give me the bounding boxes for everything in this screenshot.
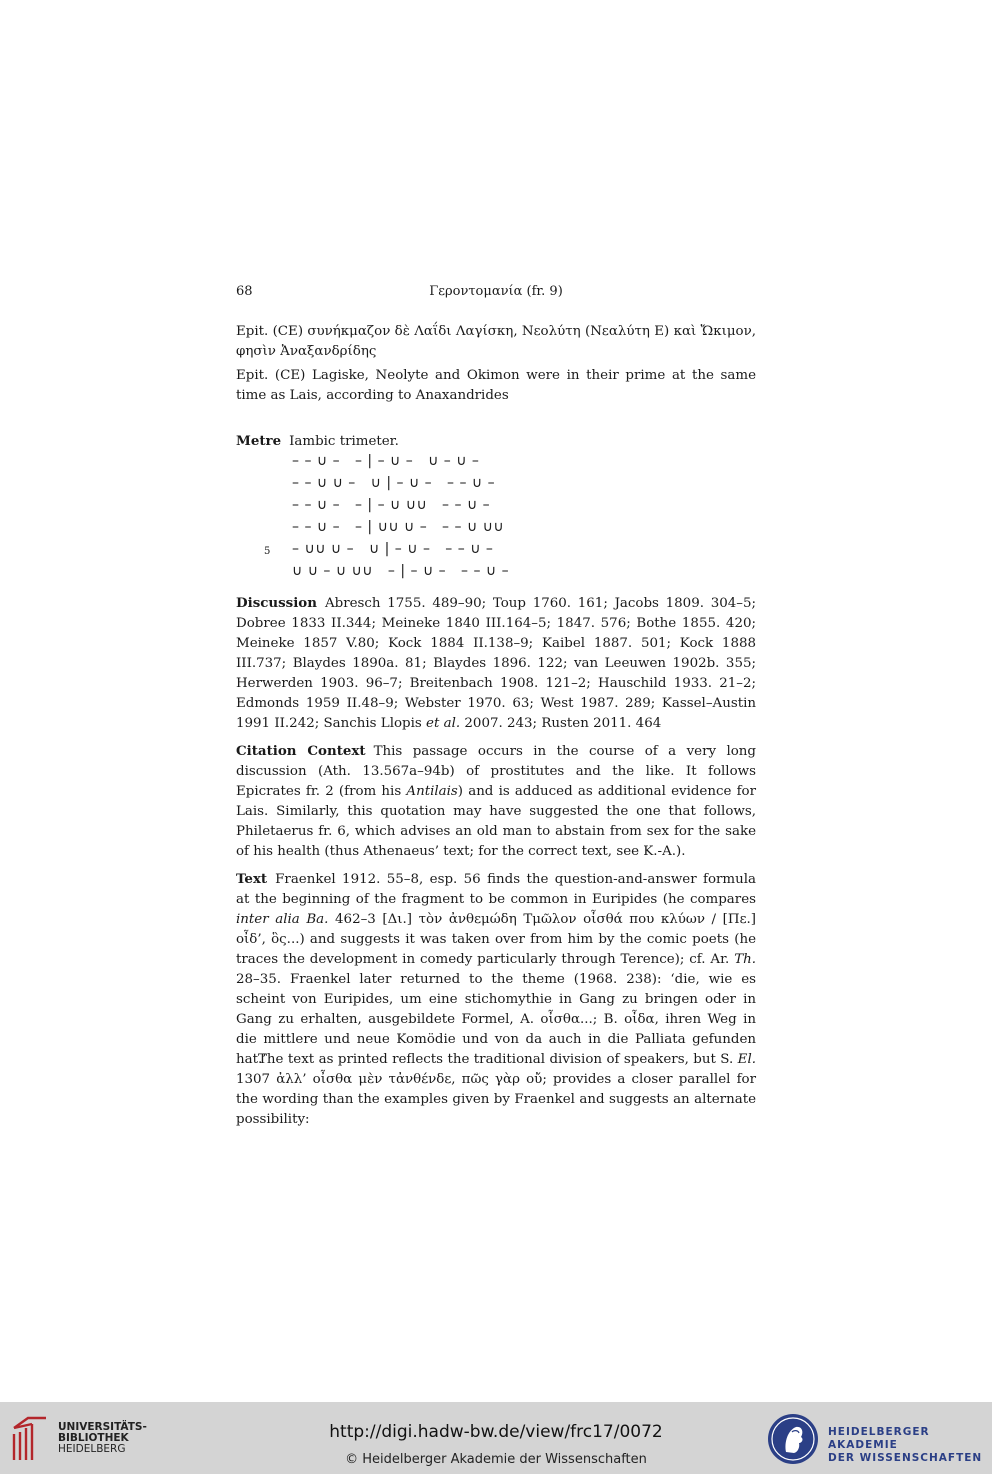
discussion-text: Abresch 1755. 489–90; Toup 1760. 161; Jacobs 1809. 304–5; Dobree 1833 II.344; Meineke 1840 III.164–5; 1847. 576; Bothe 1855. 420; Meineke 1857 V.80; Kock 1884 II.138–9; Kaibel 1887. 501; Kock 1888 III.737; Blaydes 1890a. 81; Blaydes 1896. 122; van Leeuwen 1902b. 355; Herwerden 1903. 96–7; Breitenbach 1908. 121–2; Hauschild 1933. 21–2; Edmonds 1959 II.48–9; Webster 1970. 63; West 1987. 289; Kassel–Austin 1991 II.242; Sanchis Llopis: [236, 596, 756, 731]
citation-section: [236, 741, 756, 862]
copyright-notice: © Heidelberger Akademie der Wissenschaften: [345, 1452, 647, 1467]
citation-italic: Antilais: [406, 784, 458, 799]
library-line-2: BIBLIOTHEK: [58, 1432, 129, 1444]
text-p1-c: 28–35. Fraenkel later returned to the theme (1968. 238): ‘die, wie es scheint von Euripides, um eine stichomythie in Gang zu bringen oder in Gang zu erhalten, ausgebildete Formel, A. οἶσθα...; B. οἶδα, ihren Weg in die mittlere und neue Komödie und von da auch in die Palliata gefunden hat.’: [236, 972, 756, 1067]
epitome-greek: Epit. (CE) συνήκμαζον δὲ Λαΐδι Λαγίσκη, Νεολύτη (Νεαλύτη E) καὶ Ὤκιμον, φησὶν Ἀναξανδρίδης: [236, 324, 756, 359]
page-number: 68: [236, 284, 253, 299]
discussion-heading: Discussion: [236, 595, 317, 611]
text-p1-italic-1: inter alia Ba.: [236, 912, 329, 927]
metre-section: [236, 431, 756, 452]
scansion-line: – ∪∪ ∪ – ∪ | – ∪ – – – ∪ –: [292, 541, 494, 557]
text-section: [236, 869, 756, 1070]
text-p2-a: The text as printed reflects the traditional division of speakers, but S.: [258, 1052, 734, 1067]
scansion-line: – – ∪ – – | – ∪ – ∪ – ∪ –: [292, 453, 480, 469]
text-p1-a: Fraenkel 1912. 55–8, esp. 56 finds the question-and-answer formula at the beginning of the fragment to be common in Euripides (he compares: [236, 872, 756, 907]
discussion-tail: 2007. 243; Rusten 2011. 464: [464, 716, 662, 731]
metre-heading: Metre: [236, 433, 282, 449]
discussion-italic: et al.: [426, 716, 461, 731]
text-heading: Text: [236, 871, 268, 887]
running-header: [236, 284, 756, 304]
metre-text: Iambic trimeter.: [289, 434, 399, 449]
scansion-line: ∪ ∪ – ∪ ∪∪ – | – ∪ – – – ∪ –: [292, 563, 510, 579]
line-number: 5: [264, 546, 271, 557]
academy-line-1: HEIDELBERGER AKADEMIE: [828, 1426, 930, 1451]
text-p1-italic-2: Th.: [734, 952, 756, 967]
page-url-link[interactable]: http://digi.hadw-bw.de/view/frc17/0072: [329, 1422, 663, 1442]
citation-text: This passage occurs in the course of a very long discussion (Ath. 13.567a–94b) of prostitutes and the like. It follows Epicrates fr. 2 (from his: [236, 744, 756, 799]
text-p2-italic: El.: [737, 1052, 756, 1067]
academy-name: [828, 1426, 992, 1465]
citation-text-cont: ) and is adduced as additional evidence for Lais. Similarly, this quotation may have suggested the one that follows, Philetaerus fr. 6, which advises an old man to abstain from sex for the sake of his health (thus Athenaeus’ text; for the correct text, see K.-A.).: [236, 784, 757, 859]
citation-heading: Citation Context: [236, 743, 366, 759]
scansion-line: – – ∪ ∪ – ∪ | – ∪ – – – ∪ –: [292, 475, 496, 491]
discussion-section: [236, 593, 756, 734]
epitome-english: Epit. (CE) Lagiske, Neolyte and Okimon were in their prime at the same time as Lais, according to Anaxandrides: [236, 368, 756, 403]
academy-line-2: DER WISSENSCHAFTEN: [828, 1452, 983, 1464]
library-line-3: HEIDELBERG: [58, 1443, 126, 1455]
scansion-line: – – ∪ – – | – ∪ ∪∪ – – ∪ –: [292, 497, 491, 513]
text-p2-b: 1307 ἀλλ’ οἶσθα μὲν τἀνθένδε, πῶς γὰρ οὔ; provides a closer parallel for the wording than the examples given by Fraenkel and suggests an alternate possibility:: [236, 1072, 756, 1127]
running-title: Γεροντομανία (fr. 9): [429, 284, 563, 299]
viewer-footer-bar: [0, 1402, 992, 1474]
library-line-1: UNIVERSITÄTS-: [58, 1421, 147, 1433]
scansion-line: – – ∪ – – | ∪∪ ∪ – – – ∪ ∪∪: [292, 519, 505, 535]
text-p1-b: 462–3 [Δι.] τὸν ἀνθεμώδη Τμῶλον οἶσθά που κλύων / [Πε.] οἶδ’, ὃς...) and suggests it was taken over from him by the comic poets (he traces the development in comedy particularly through Terence); cf. Ar.: [236, 912, 756, 967]
academy-seal-icon[interactable]: [766, 1412, 820, 1466]
text-paragraph-2: [236, 1050, 756, 1130]
